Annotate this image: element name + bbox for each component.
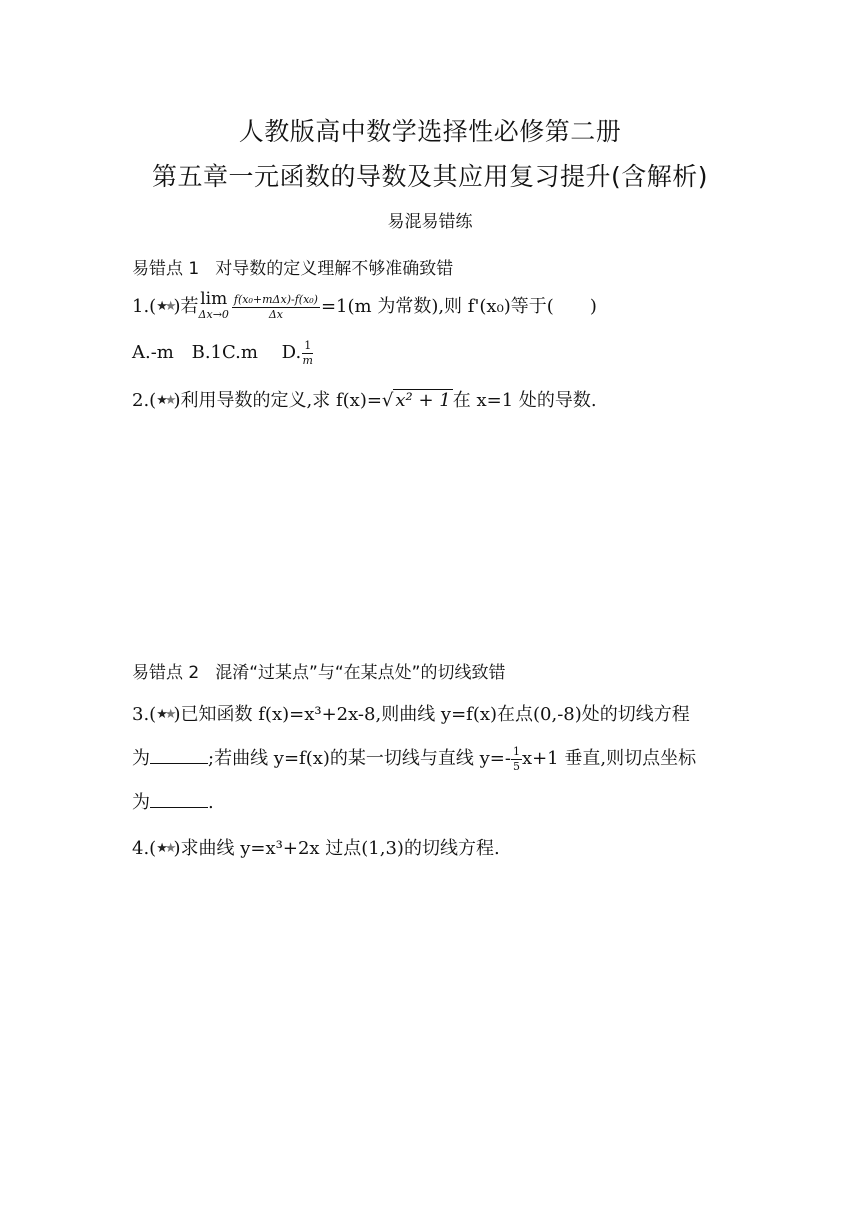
square-root-expression: √ x² + 1 (381, 390, 451, 411)
difficulty-stars-icon: ★★ (156, 393, 174, 408)
option-a: A.-m (132, 342, 174, 363)
option-d: D. $\frac{1}{m}$ (281, 338, 313, 367)
document-subtitle-chapter: 第五章一元函数的导数及其应用复习提升(含解析) (151, 162, 708, 191)
question-text: )若 (173, 296, 199, 317)
error-point-label: 易错点 1 (132, 259, 200, 279)
question-number: 3.( (132, 704, 157, 725)
difficulty-stars-icon: ★★ (156, 707, 174, 722)
section-heading: 易混易错练 (387, 212, 473, 232)
option-b: B.1 (191, 342, 223, 363)
question-text: )利用导数的定义,求 f(x)= (173, 390, 382, 411)
error-point-1-heading (132, 254, 453, 279)
error-point-label: 易错点 2 (132, 663, 200, 683)
difference-quotient-fraction: $\frac{\text{f(x₀+mΔx)-f(x₀)}}{\Delta x}$ (233, 292, 318, 321)
question-text: 在 x=1 处的导数. (452, 390, 597, 411)
question-number: 4.( (132, 838, 157, 859)
question-4 (132, 834, 500, 864)
difficulty-stars-icon: ★★ (156, 841, 174, 856)
slope-fraction: $\frac{1}{5}$ (512, 744, 520, 773)
answer-blank-2[interactable] (150, 793, 208, 808)
answer-blank-1[interactable] (150, 749, 208, 764)
difficulty-stars-icon: ★★ (156, 299, 174, 314)
question-3-line-1 (132, 700, 690, 730)
error-point-2-heading (132, 658, 505, 683)
question-3-line-3: 为 . (132, 792, 214, 813)
question-number: 1.( (132, 296, 157, 317)
question-text: )求曲线 y=x³+2x 过点(1,3)的切线方程. (173, 838, 500, 859)
question-2 (132, 386, 597, 416)
option-c: C.m (222, 342, 258, 363)
question-1: 1.(★★)若 lim Δx→0 $\frac{\text{f(x₀+mΔx)-f(x₀)}}{\Delta x}$ =1(m 为常数),则 f'(x₀)等于( ) (132, 290, 597, 324)
error-point-text: 混淆“过某点”与“在某点处”的切线致错 (215, 663, 506, 683)
document-title: 人教版高中数学选择性必修第二册 (238, 117, 622, 146)
question-text: =1(m 为常数),则 f'(x₀)等于( (320, 296, 554, 317)
option-d-fraction: $\frac{1}{m}$ (302, 338, 313, 367)
question-number: 2.( (132, 390, 157, 411)
question-1-options (132, 338, 314, 368)
limit-expression: lim Δx→0 (198, 289, 229, 321)
error-point-text: 对导数的定义理解不够准确致错 (215, 259, 454, 279)
question-text: )已知函数 f(x)=x³+2x-8,则曲线 y=f(x)在点(0,-8)处的切线方程 (173, 704, 690, 725)
question-3-line-2: 为 ;若曲线 y=f(x)的某一切线与直线 y=- $\frac{1}{5}$ x+1 垂直,则切点坐标 (132, 744, 697, 773)
